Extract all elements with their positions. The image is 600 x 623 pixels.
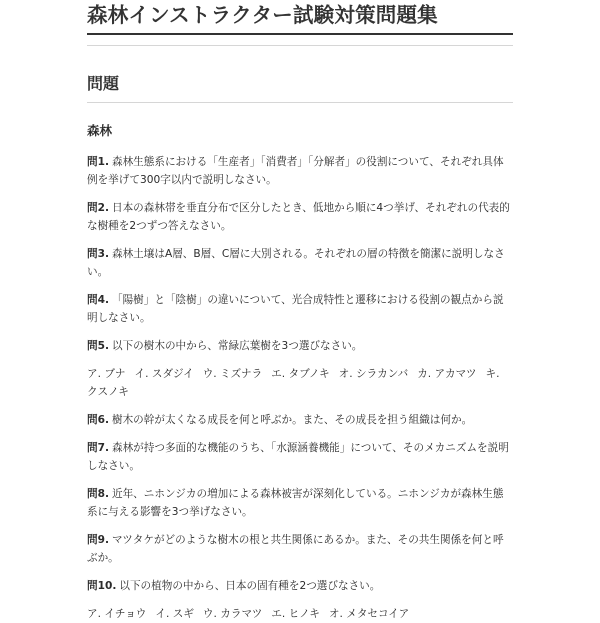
title-divider xyxy=(87,33,513,35)
option-item: ウ. ミズナラ xyxy=(202,368,263,380)
question-number: 問5. xyxy=(87,340,109,352)
question-5-options xyxy=(87,365,513,401)
question-text: 森林生態系における「生産者」「消費者」「分解者」の役割について、それぞれ具体例を挙げて300字以内で説明しなさい。 xyxy=(87,156,504,186)
question-4 xyxy=(87,291,513,327)
question-text: マツタケがどのような樹木の根と共生関係にあるか。また、その共生関係を何と呼ぶか。 xyxy=(87,534,504,564)
option-item: ウ. カラマツ xyxy=(202,608,263,620)
question-number: 問3. xyxy=(87,248,109,260)
question-6 xyxy=(87,411,513,429)
document-title: 森林インストラクター試験対策問題集 xyxy=(87,3,438,27)
option-item: オ. メタセコイア xyxy=(328,608,410,620)
header-divider xyxy=(87,45,513,46)
question-1 xyxy=(87,153,513,189)
question-number: 問10. xyxy=(87,580,117,592)
option-item: エ. タブノキ xyxy=(271,368,330,380)
question-text: 森林が持つ多面的な機能のうち、「水源涵養機能」について、そのメカニズムを説明しなさい。 xyxy=(87,442,509,472)
question-2 xyxy=(87,199,513,235)
question-number: 問7. xyxy=(87,442,109,454)
question-text: 「陽樹」と「陰樹」の違いについて、光合成特性と遷移における役割の観点から説明しなさい。 xyxy=(87,294,504,324)
question-text: 日本の森林帯を垂直分布で区分したとき、低地から順に4つ挙げ、それぞれの代表的な樹種を2つずつ答えなさい。 xyxy=(87,202,510,232)
option-item: ア. ブナ xyxy=(87,368,126,380)
question-text: 以下の植物の中から、日本の固有種を2つ選びなさい。 xyxy=(119,580,381,592)
option-item: キ. クスノキ xyxy=(87,368,500,398)
document xyxy=(87,0,513,623)
question-9 xyxy=(87,531,513,567)
option-item: カ. アカマツ xyxy=(417,368,477,380)
question-number: 問9. xyxy=(87,534,109,546)
option-item: エ. ヒノキ xyxy=(271,608,320,620)
question-number: 問4. xyxy=(87,294,109,306)
question-text: 森林土壌はA層、B層、C層に大別される。それぞれの層の特徴を簡潔に説明しなさい。 xyxy=(87,248,505,278)
option-item: オ. シラカンバ xyxy=(338,368,409,380)
option-item: イ. スダジイ xyxy=(134,368,194,380)
question-text: 以下の樹木の中から、常緑広葉樹を3つ選びなさい。 xyxy=(112,340,363,352)
question-number: 問2. xyxy=(87,202,109,214)
category-heading: 森林 xyxy=(87,123,113,138)
question-7 xyxy=(87,439,513,475)
question-8 xyxy=(87,485,513,521)
question-number: 問1. xyxy=(87,156,109,168)
question-number: 問6. xyxy=(87,414,109,426)
question-5 xyxy=(87,337,513,355)
option-item: ア. イチョウ xyxy=(87,608,147,620)
option-item: イ. スギ xyxy=(155,608,194,620)
section-title: 問題 xyxy=(87,74,120,93)
question-10 xyxy=(87,577,513,595)
question-number: 問8. xyxy=(87,488,109,500)
section-divider xyxy=(87,102,513,103)
question-text: 樹木の幹が太くなる成長を何と呼ぶか。また、その成長を担う組織は何か。 xyxy=(112,414,473,426)
question-text: 近年、ニホンジカの増加による森林被害が深刻化している。ニホンジカが森林生態系に与える影響を3つ挙げなさい。 xyxy=(87,488,504,518)
question-10-options xyxy=(87,605,513,623)
question-3 xyxy=(87,245,513,281)
